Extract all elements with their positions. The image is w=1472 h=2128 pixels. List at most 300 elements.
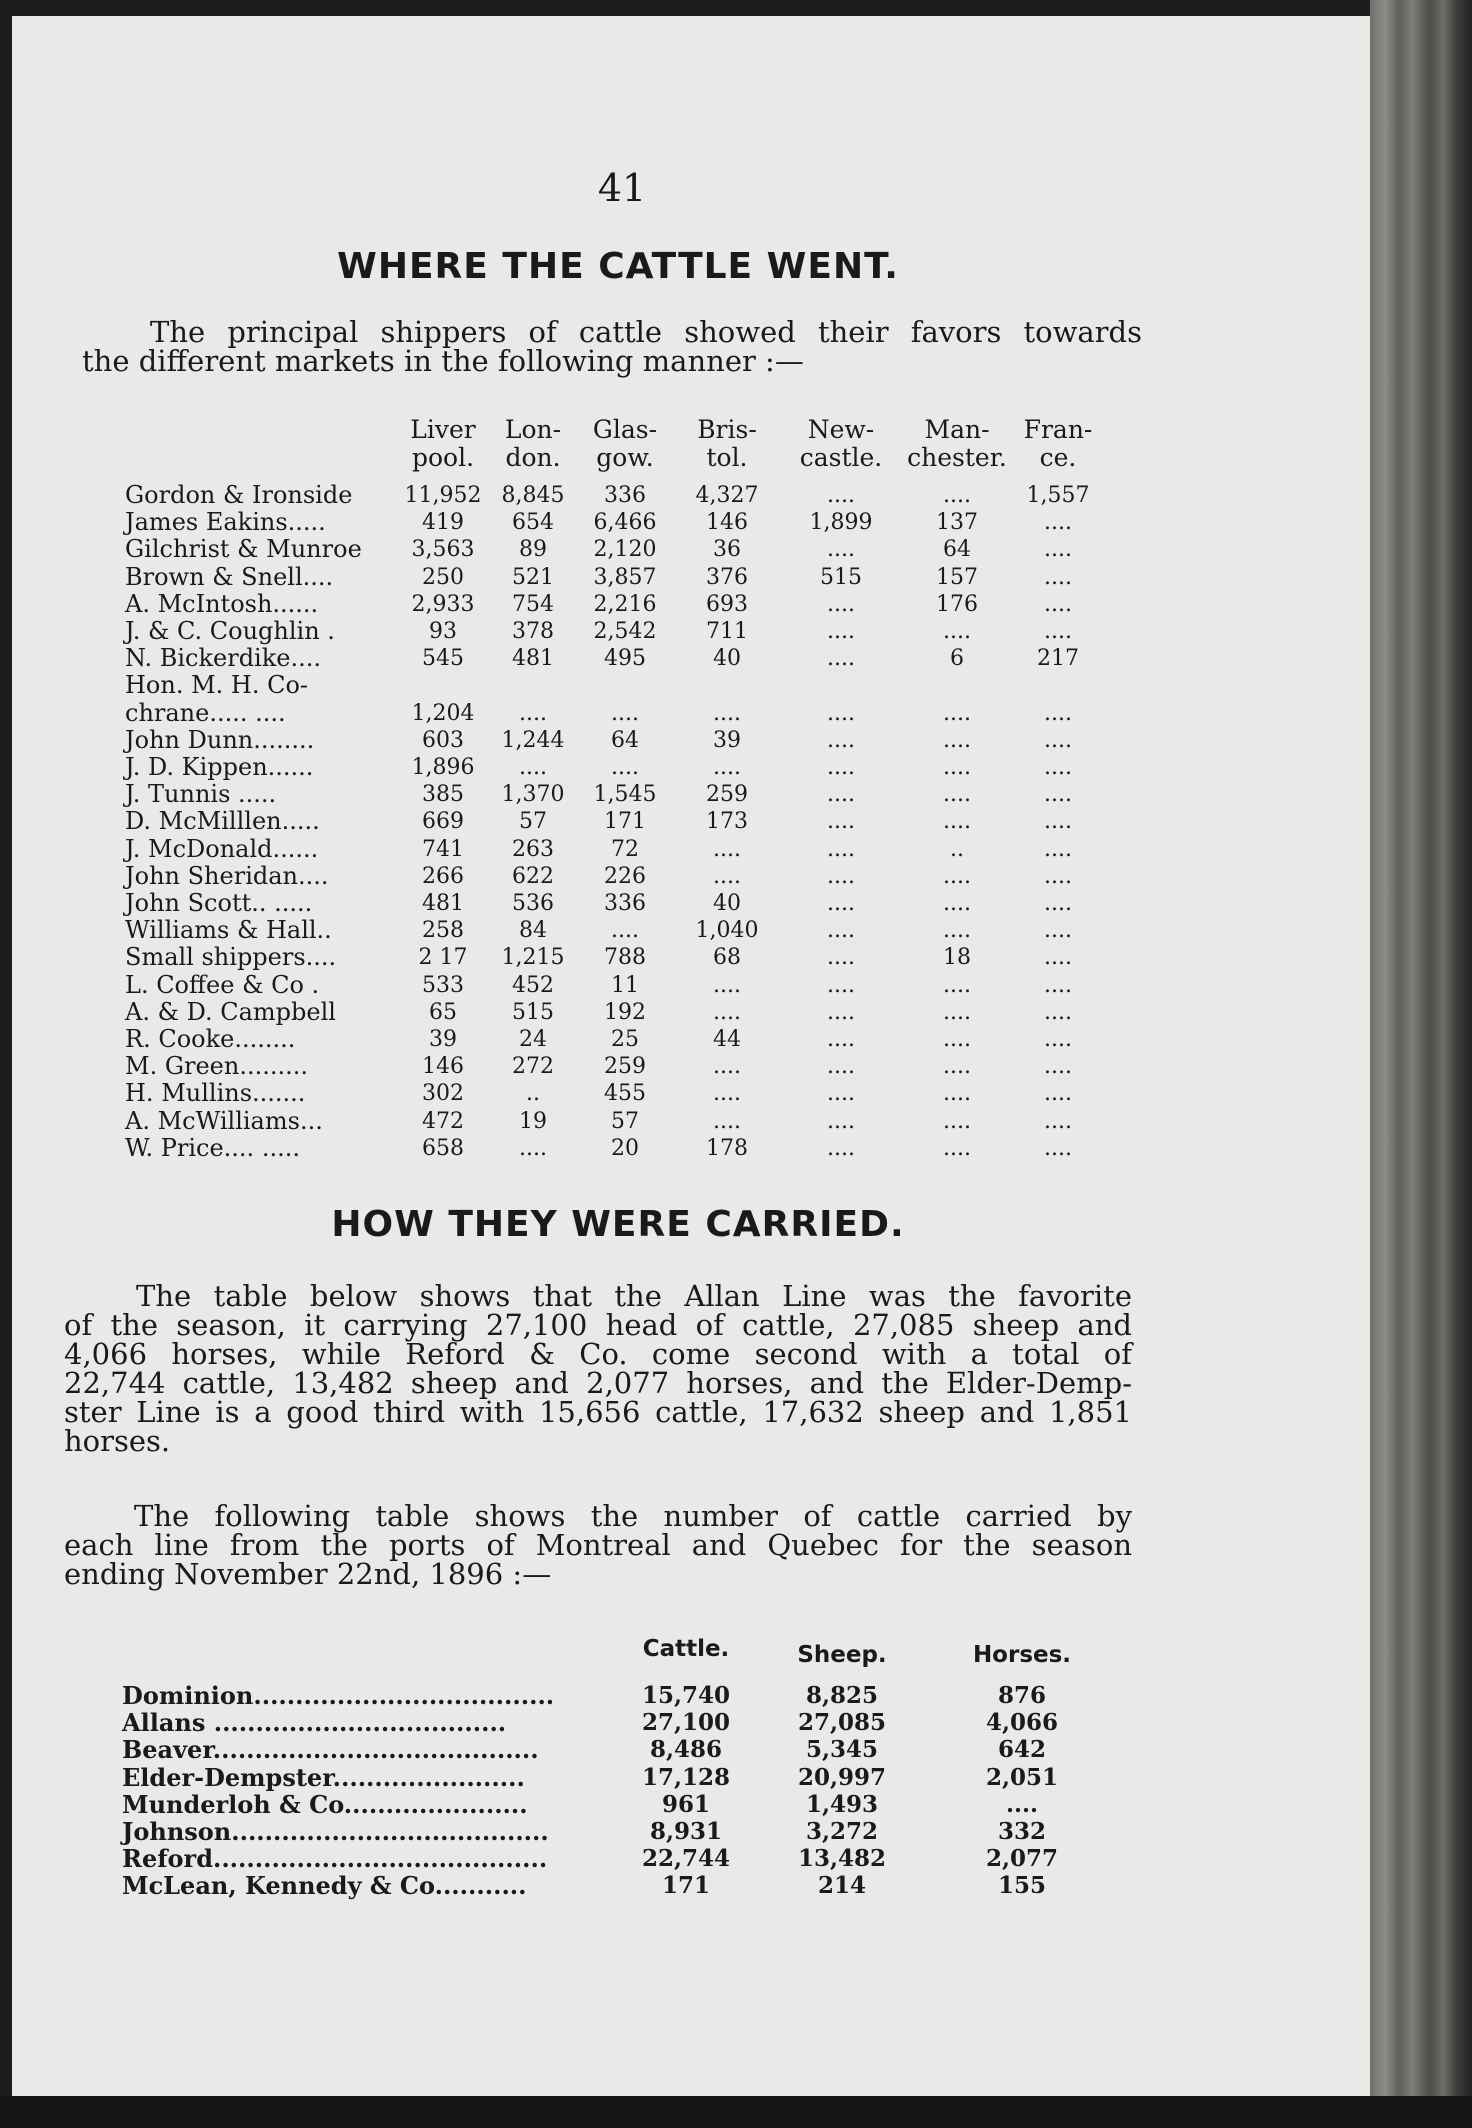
shipper-name: W. Price.... ..... (125, 1133, 300, 1162)
market-count-cell: 217 (1037, 646, 1079, 672)
carried-count-cell: 876 (997, 1682, 1046, 1709)
market-count-cell: 6 (950, 646, 964, 672)
market-count-cell: 3,563 (411, 537, 475, 563)
markets-table-row (125, 972, 1125, 999)
market-count-cell: 515 (512, 999, 554, 1025)
market-count-cell: 40 (713, 646, 741, 672)
shipper-name: John Scott.. ..... (125, 889, 313, 917)
markets-column-header-line: Bris- (697, 415, 757, 444)
market-count-cell: 378 (512, 619, 554, 644)
carried-count-cell: 20,997 (797, 1763, 887, 1791)
market-count-cell: .... (713, 836, 741, 862)
market-count-cell: .... (827, 1027, 855, 1052)
carriers-table-row (122, 1791, 1122, 1818)
shipper-name: J. & C. Coughlin . (125, 617, 335, 645)
market-count-cell: .... (827, 863, 855, 889)
market-count-cell: 57 (611, 1108, 639, 1134)
market-count-cell: 19 (519, 1108, 547, 1134)
intro-line: the different markets in the following manner :— (82, 344, 804, 378)
market-count-cell: .... (827, 782, 855, 808)
markets-table-row (125, 591, 1125, 618)
market-count-cell: 44 (713, 1027, 741, 1052)
market-count-cell: 1,899 (809, 510, 873, 536)
market-count-cell: 2 17 (418, 945, 468, 971)
carried-count-cell: 8,931 (649, 1818, 723, 1845)
market-count-cell: .... (827, 972, 855, 998)
market-count-cell: 1,244 (501, 727, 565, 753)
market-count-cell: 654 (512, 510, 554, 536)
carried-count-cell: 17,128 (641, 1763, 731, 1791)
market-count-cell: 137 (936, 510, 978, 536)
market-count-cell: .... (943, 918, 971, 944)
market-count-cell: 2,120 (593, 537, 657, 563)
shipper-name: chrane..... .... (125, 698, 286, 727)
market-count-cell: .... (827, 537, 855, 563)
bottom-shadow (0, 2096, 1472, 2128)
market-count-cell: 11 (611, 972, 639, 998)
market-count-cell: 24 (519, 1027, 547, 1052)
market-count-cell: 455 (604, 1081, 646, 1107)
markets-table-row (125, 917, 1125, 944)
shipper-name: Brown & Snell.... (125, 562, 334, 591)
markets-column-header-line: Lon- (504, 415, 562, 444)
market-count-cell: .... (943, 483, 971, 508)
market-count-cell: 385 (422, 782, 464, 808)
market-count-cell: .... (713, 999, 741, 1025)
carried-count-cell: 15,740 (641, 1682, 731, 1709)
market-count-cell: 302 (422, 1081, 464, 1107)
ports-line: ending November 22nd, 1896 :— (64, 1557, 552, 1591)
markets-table-row (125, 754, 1125, 781)
shipper-name: J. Tunnis ..... (125, 780, 277, 809)
market-count-cell: .... (827, 918, 855, 944)
market-count-cell: .... (713, 1054, 741, 1080)
market-count-cell: .... (827, 1054, 855, 1080)
market-count-cell: 157 (936, 564, 978, 590)
ports-line: The following table shows the number of cattle carried by (134, 1499, 1132, 1533)
shipper-name: Small shippers.... (125, 943, 337, 972)
market-count-cell: 603 (422, 727, 464, 753)
market-count-cell: .... (827, 483, 855, 508)
market-count-cell: .... (827, 700, 855, 726)
market-count-cell: .... (713, 1108, 741, 1134)
market-count-cell: 171 (604, 809, 646, 835)
markets-table-row (125, 836, 1125, 863)
market-count-cell: .... (713, 1081, 741, 1107)
carriers-table-row (122, 1872, 1122, 1899)
markets-column-header-line: Liver (410, 415, 476, 444)
shipper-name: L. Coffee & Co . (125, 970, 320, 999)
market-count-cell: .... (827, 999, 855, 1025)
shipper-name: Gilchrist & Munroe (125, 535, 362, 564)
market-count-cell: .... (827, 619, 855, 644)
carried-count-cell: 8,486 (649, 1736, 723, 1764)
market-count-cell: 711 (706, 619, 748, 644)
market-count-cell: .... (713, 700, 741, 726)
market-count-cell: .... (827, 1135, 855, 1161)
market-count-cell: .... (827, 646, 855, 672)
market-count-cell: 788 (604, 945, 646, 971)
carried-count-cell: 22,744 (641, 1845, 731, 1873)
carriers-line: ster Line is a good third with 15,656 cattle, 17,632 sheep and 1,851 (64, 1395, 1132, 1429)
market-count-cell: 2,933 (411, 591, 475, 617)
shipper-name: Williams & Hall.. (125, 916, 332, 945)
market-count-cell: .... (943, 972, 971, 998)
market-count-cell: 146 (422, 1054, 464, 1080)
shipper-name: R. Cooke........ (125, 1025, 296, 1053)
markets-column-header (1003, 416, 1113, 472)
shipper-name: N. Bickerdike.... (125, 644, 321, 673)
market-count-cell: 754 (512, 591, 554, 617)
market-count-cell: 6,466 (593, 510, 657, 536)
carried-count-cell: 4,066 (985, 1709, 1059, 1737)
market-count-cell: .... (943, 1054, 971, 1080)
market-count-cell: 336 (604, 891, 646, 916)
markets-column-header (902, 416, 1012, 472)
market-count-cell: .... (519, 755, 547, 780)
carriers-table-row (122, 1709, 1122, 1736)
market-count-cell: .... (943, 727, 971, 753)
carried-count-cell: .... (1005, 1790, 1039, 1818)
shipper-name: A. & D. Campbell (125, 997, 336, 1026)
markets-column-header-line: chester. (907, 443, 1007, 472)
markets-table-row (125, 863, 1125, 890)
markets-table-row (125, 672, 1125, 699)
market-count-cell: .... (519, 700, 547, 726)
book-page (12, 16, 1370, 2096)
markets-table-row (125, 482, 1125, 509)
market-count-cell: .... (1044, 564, 1072, 590)
shipper-name: J. McDonald...... (125, 834, 319, 863)
market-count-cell: 4,327 (695, 483, 759, 508)
line-name: Elder-Dempster....................... (122, 1762, 525, 1792)
carriers-column-header: Horses. (972, 1642, 1072, 1668)
market-count-cell: 622 (512, 863, 554, 889)
market-count-cell: 18 (943, 945, 971, 971)
market-count-cell: .. (950, 836, 964, 862)
markets-column-header-line: castle. (799, 443, 883, 472)
market-count-cell: 472 (422, 1108, 464, 1134)
market-count-cell: 452 (512, 972, 554, 998)
market-count-cell: .... (827, 836, 855, 862)
markets-table-row (125, 1108, 1125, 1135)
shipper-name: D. McMilllen..... (125, 807, 320, 836)
market-count-cell: .. (526, 1081, 540, 1107)
line-name: Johnson...................................... (122, 1817, 549, 1846)
markets-table-row (125, 944, 1125, 971)
line-name: Dominion.................................... (122, 1681, 555, 1710)
market-count-cell: .... (943, 619, 971, 644)
shipper-name: James Eakins..... (125, 508, 326, 537)
carriers-column-header: Sheep. (797, 1642, 887, 1668)
carriers-table-row (122, 1682, 1122, 1709)
market-count-cell: 1,204 (411, 700, 475, 726)
markets-table-row (125, 509, 1125, 536)
markets-column-header-line: ce. (1039, 443, 1077, 472)
market-count-cell: 178 (706, 1135, 748, 1161)
carriers-table-row (122, 1818, 1122, 1845)
markets-column-header-line: pool. (411, 443, 475, 472)
market-count-cell: .... (1044, 1027, 1072, 1052)
market-count-cell: 545 (422, 646, 464, 672)
market-count-cell: 39 (429, 1027, 457, 1052)
carried-count-cell: 155 (997, 1872, 1046, 1900)
carriers-table-row (122, 1736, 1122, 1763)
market-count-cell: .... (1044, 1081, 1072, 1107)
carried-count-cell: 332 (997, 1818, 1046, 1845)
market-count-cell: 65 (429, 999, 457, 1025)
carried-count-cell: 5,345 (805, 1736, 879, 1764)
shipper-name: John Sheridan.... (125, 861, 329, 890)
market-count-cell: .... (611, 755, 639, 780)
markets-column-header-line: New- (807, 415, 875, 444)
market-count-cell: .... (827, 1081, 855, 1107)
market-count-cell: .... (1044, 700, 1072, 726)
market-count-cell: .... (827, 727, 855, 753)
carried-count-cell: 2,051 (985, 1763, 1059, 1791)
market-count-cell: 669 (422, 809, 464, 835)
market-count-cell: 173 (706, 809, 748, 835)
market-count-cell: 741 (422, 836, 464, 862)
carriers-line: The table below shows that the Allan Line was the favorite (136, 1279, 1132, 1313)
carriers-line: 22,744 cattle, 13,482 sheep and 2,077 horses, and the Elder-Demp- (64, 1366, 1132, 1400)
market-count-cell: .... (1044, 972, 1072, 998)
market-count-cell: .... (943, 809, 971, 835)
shipper-name: M. Green......... (125, 1052, 308, 1081)
market-count-cell: 68 (713, 945, 741, 971)
market-count-cell: 176 (936, 591, 978, 617)
market-count-cell: .... (827, 591, 855, 617)
market-count-cell: 72 (611, 836, 639, 862)
market-count-cell: .... (827, 891, 855, 916)
market-count-cell: 40 (713, 891, 741, 916)
markets-table-row (125, 808, 1125, 835)
market-count-cell: .... (713, 972, 741, 998)
carriers-line: horses. (64, 1424, 171, 1458)
market-count-cell: 20 (611, 1135, 639, 1161)
markets-column-header (786, 416, 896, 472)
market-count-cell: .... (611, 700, 639, 726)
market-count-cell: .... (1044, 727, 1072, 753)
market-count-cell: .... (1044, 891, 1072, 916)
market-count-cell: 272 (512, 1054, 554, 1080)
market-count-cell: 658 (422, 1135, 464, 1161)
shipper-name: John Dunn........ (125, 725, 315, 754)
shipper-name: H. Mullins....... (125, 1079, 306, 1108)
market-count-cell: 64 (943, 537, 971, 563)
shipper-name: Hon. M. H. Co- (125, 671, 309, 700)
market-count-cell: .... (519, 1135, 547, 1161)
market-count-cell: 2,542 (593, 619, 657, 644)
market-count-cell: 89 (519, 537, 547, 563)
section-title-cattle-went: WHERE THE CATTLE WENT. (337, 246, 899, 287)
market-count-cell: 146 (706, 510, 748, 536)
market-count-cell: .... (943, 755, 971, 780)
market-count-cell: 39 (713, 727, 741, 753)
market-count-cell: .... (1044, 782, 1072, 808)
market-count-cell: .... (943, 891, 971, 916)
market-count-cell: .... (1044, 809, 1072, 835)
carried-count-cell: 8,825 (805, 1682, 879, 1709)
market-count-cell: 8,845 (501, 483, 565, 508)
shipper-name: A. McIntosh...... (125, 589, 319, 618)
market-count-cell: .... (943, 782, 971, 808)
book-edge (1370, 0, 1472, 2128)
market-count-cell: 1,545 (593, 782, 657, 808)
market-count-cell: 693 (706, 591, 748, 617)
markets-table-row (125, 781, 1125, 808)
line-name: McLean, Kennedy & Co........... (122, 1871, 527, 1901)
market-count-cell: 1,557 (1026, 483, 1090, 508)
intro-line: The principal shippers of cattle showed their favors towards (150, 315, 1142, 349)
carried-count-cell: 27,085 (797, 1709, 887, 1737)
markets-table-row (125, 700, 1125, 727)
market-count-cell: .... (827, 945, 855, 971)
market-count-cell: 521 (512, 564, 554, 590)
line-name: Allans ................................... (122, 1708, 507, 1738)
markets-column-header-line: Fran- (1023, 415, 1093, 444)
market-count-cell: .... (943, 700, 971, 726)
shipper-name: J. D. Kippen...... (125, 753, 314, 781)
market-count-cell: .... (1044, 863, 1072, 889)
market-count-cell: 536 (512, 891, 554, 916)
page-number: 41 (597, 166, 647, 210)
market-count-cell: 495 (604, 646, 646, 672)
market-count-cell: 376 (706, 564, 748, 590)
market-count-cell: 25 (611, 1027, 639, 1052)
markets-column-header (570, 416, 680, 472)
market-count-cell: .... (827, 1108, 855, 1134)
carried-count-cell: 642 (997, 1736, 1046, 1764)
market-count-cell: 250 (422, 564, 464, 590)
market-count-cell: 84 (519, 918, 547, 944)
market-count-cell: 1,896 (411, 755, 475, 780)
market-count-cell: 263 (512, 836, 554, 862)
market-count-cell: 57 (519, 809, 547, 835)
ports-line: each line from the ports of Montreal and Quebec for the season (64, 1528, 1132, 1562)
shipper-name: Gordon & Ironside (125, 481, 353, 509)
carried-count-cell: 171 (661, 1872, 710, 1900)
line-name: Munderloh & Co...................... (122, 1789, 528, 1819)
market-count-cell: .... (1044, 755, 1072, 780)
market-count-cell: .... (943, 1027, 971, 1052)
market-count-cell: .... (1044, 1135, 1072, 1161)
carried-count-cell: 214 (817, 1872, 866, 1900)
market-count-cell: .... (611, 918, 639, 944)
shipper-name: A. McWilliams... (125, 1106, 323, 1135)
market-count-cell: .... (1044, 1108, 1072, 1134)
market-count-cell: 419 (422, 510, 464, 536)
markets-table-row (125, 618, 1125, 645)
carried-count-cell: 961 (661, 1790, 710, 1818)
carriers-paragraph (64, 1279, 1132, 1458)
market-count-cell: .... (943, 1135, 971, 1161)
carriers-table-row (122, 1764, 1122, 1791)
markets-column-header-line: tol. (706, 443, 748, 472)
carried-count-cell: 3,272 (805, 1818, 879, 1845)
carriers-column-header: Cattle. (642, 1636, 730, 1662)
market-count-cell: 11,952 (404, 483, 482, 508)
market-count-cell: .... (827, 755, 855, 780)
market-count-cell: .... (943, 999, 971, 1025)
market-count-cell: 1,040 (695, 918, 759, 944)
line-name: Beaver....................................... (122, 1735, 539, 1765)
market-count-cell: 64 (611, 727, 639, 753)
markets-table-row (125, 1053, 1125, 1080)
carried-count-cell: 2,077 (985, 1845, 1059, 1873)
section-title-how-carried: HOW THEY WERE CARRIED. (331, 1204, 905, 1245)
market-count-cell: 259 (706, 782, 748, 808)
market-count-cell: .... (1044, 591, 1072, 617)
market-count-cell: 266 (422, 863, 464, 889)
market-count-cell: .... (1044, 999, 1072, 1025)
market-count-cell: .... (1044, 619, 1072, 644)
carried-count-cell: 27,100 (641, 1709, 731, 1737)
markets-column-header (672, 416, 782, 472)
markets-table-row (125, 645, 1125, 672)
carriers-table-row (122, 1845, 1122, 1872)
market-count-cell: .... (1044, 918, 1072, 944)
market-count-cell: .... (1044, 836, 1072, 862)
intro-paragraph (82, 315, 1142, 378)
markets-table-row (125, 1135, 1125, 1162)
market-count-cell: .... (943, 1081, 971, 1107)
market-count-cell: 192 (604, 999, 646, 1025)
market-count-cell: .... (713, 863, 741, 889)
market-count-cell: 515 (820, 564, 862, 590)
markets-table-row (125, 1080, 1125, 1107)
markets-table-row (125, 1026, 1125, 1053)
carriers-line: 4,066 horses, while Reford & Co. come second with a total of (64, 1337, 1132, 1371)
market-count-cell: .... (943, 1108, 971, 1134)
market-count-cell: 1,215 (501, 945, 565, 971)
market-count-cell: 226 (604, 863, 646, 889)
market-count-cell: 3,857 (593, 564, 657, 590)
line-name: Reford........................................ (122, 1844, 548, 1874)
market-count-cell: 1,370 (501, 782, 565, 808)
market-count-cell: 481 (422, 891, 464, 916)
markets-table-row (125, 727, 1125, 754)
market-count-cell: 2,216 (593, 591, 657, 617)
carriers-line: of the season, it carrying 27,100 head of cattle, 27,085 sheep and (64, 1308, 1132, 1342)
markets-column-header-line: don. (505, 443, 561, 472)
market-count-cell: .... (1044, 945, 1072, 971)
market-count-cell: 533 (422, 972, 464, 998)
market-count-cell: .... (1044, 510, 1072, 536)
market-count-cell: 36 (713, 537, 741, 563)
market-count-cell: 481 (512, 646, 554, 672)
market-count-cell: 93 (429, 619, 457, 644)
ports-paragraph (64, 1499, 1132, 1591)
markets-column-header-line: gow. (596, 443, 654, 472)
carried-count-cell: 13,482 (797, 1845, 887, 1873)
markets-table-row (125, 564, 1125, 591)
market-count-cell: .... (827, 809, 855, 835)
carried-count-cell: 1,493 (805, 1790, 879, 1818)
market-count-cell: .... (713, 755, 741, 780)
markets-table-row (125, 536, 1125, 563)
market-count-cell: 336 (604, 483, 646, 508)
market-count-cell: 259 (604, 1054, 646, 1080)
market-count-cell: 258 (422, 918, 464, 944)
market-count-cell: .... (1044, 537, 1072, 563)
market-count-cell: .... (943, 863, 971, 889)
markets-column-header-line: Man- (924, 415, 990, 444)
markets-table-row (125, 999, 1125, 1026)
markets-table-row (125, 890, 1125, 917)
markets-column-header-line: Glas- (592, 415, 658, 444)
market-count-cell: .... (1044, 1054, 1072, 1080)
